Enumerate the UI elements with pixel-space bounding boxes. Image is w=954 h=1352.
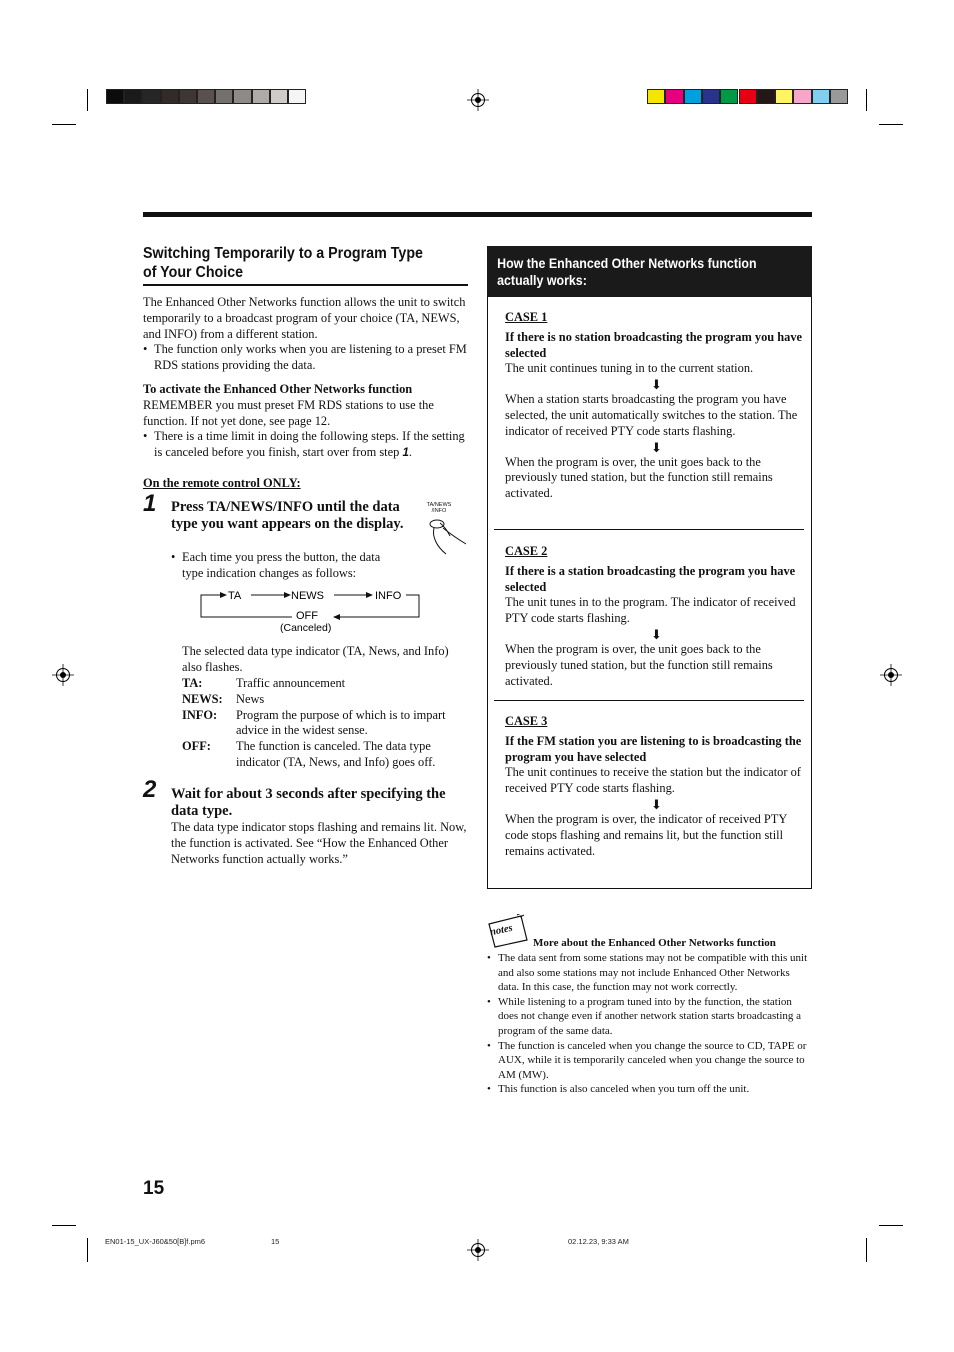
- case-3: [505, 714, 803, 859]
- button-label-line1: TA/NEWS: [426, 502, 452, 508]
- case-3-subtitle: If the FM station you are listening to is broadcasting the program you have selected: [505, 733, 802, 764]
- crop-mark: [52, 124, 76, 125]
- color-swatch: [288, 89, 306, 104]
- definition-row: [182, 739, 468, 771]
- activate-bullet-text: There is a time limit in doing the following steps. If the setting is canceled before you finish, start over from step: [154, 429, 465, 460]
- crop-mark: [87, 1238, 88, 1262]
- intro-block: [143, 295, 468, 462]
- case-divider: [494, 529, 804, 530]
- data-type-cycle-diagram: [196, 586, 426, 636]
- color-swatch: [720, 89, 738, 104]
- activate-text: REMEMBER you must preset FM RDS stations to use the function. If not yet done, see page 12.: [143, 397, 434, 428]
- definition-desc: The function is canceled. The data type indicator (TA, News, and Info) goes off.: [236, 739, 436, 769]
- color-swatch: [161, 89, 179, 104]
- case-2: [505, 544, 803, 689]
- case-2-text-2: When the program is over, the unit goes back to the previously tuned station, but the function still remains activated.: [505, 641, 773, 688]
- step-1-heading: Press TA/NEWS/INFO until the data type you want appears on the display.: [171, 499, 404, 532]
- case-1-text-2: When a station starts broadcasting the program you have selected, the unit automatically switches to the station. The indicator of received PTY code starts flashing.: [505, 392, 798, 438]
- crop-mark: [879, 1225, 903, 1226]
- color-swatch: [830, 89, 848, 104]
- activate-title: To activate the Enhanced Other Networks function: [143, 381, 413, 396]
- heading-rule: [143, 284, 468, 286]
- step-number-1: 1: [143, 490, 157, 517]
- section-heading: Switching Temporarily to a Program Type of Your Choice: [143, 245, 423, 281]
- crop-mark: [866, 1238, 867, 1262]
- notes-title: More about the Enhanced Other Networks function: [533, 937, 776, 949]
- ta-news-info-button-icon: [422, 502, 472, 560]
- how-it-works-title: How the Enhanced Other Networks function actually works:: [497, 256, 757, 288]
- step-reference: 1: [402, 447, 409, 460]
- footer-filename: EN01-15_UX-J60&50[B]f.pm6: [105, 1237, 206, 1246]
- case-1-subtitle: If there is no station broadcasting the program you have selected: [505, 329, 803, 360]
- down-arrow-icon: ⬇: [651, 626, 662, 642]
- registration-target-icon: [880, 664, 902, 686]
- crop-mark: [87, 89, 88, 111]
- cycle-ta: TA: [228, 590, 242, 602]
- color-swatch: [252, 89, 270, 104]
- color-swatch: [270, 89, 288, 104]
- step-2-text: The data type indicator stops flashing and remains lit. Now, the function is activated. See “How the Enhanced Other Networks function actually works.”: [171, 820, 467, 866]
- finger-press-icon: [422, 514, 472, 560]
- crop-mark: [879, 124, 903, 125]
- note-item: • This function is also canceled when you turn off the unit.: [487, 1082, 810, 1097]
- color-swatch: [684, 89, 702, 104]
- definition-desc: News: [236, 691, 265, 706]
- color-swatch: [775, 89, 793, 104]
- activate-bullet: • There is a time limit in doing the following steps. If the setting is canceled before you finish, start over from step 1.: [143, 429, 468, 462]
- note-item: • The function is canceled when you change the source to CD, TAPE or AUX, while it is temporarily canceled when you change the source to AM (MW).: [487, 1039, 810, 1083]
- cycle-off: OFF: [296, 610, 318, 622]
- color-swatch: [647, 89, 665, 104]
- case-3-title: CASE 3: [505, 714, 548, 728]
- cycle-info: INFO: [375, 590, 402, 602]
- down-arrow-icon: ⬇: [651, 377, 662, 393]
- case-2-subtitle: If there is a station broadcasting the program you have selected: [505, 563, 796, 594]
- color-swatch: [793, 89, 811, 104]
- remote-label: On the remote control ONLY:: [143, 476, 301, 490]
- indicator-text: The selected data type indicator (TA, News, and Info) also flashes.: [182, 644, 449, 674]
- cycle-canceled: (Canceled): [280, 622, 332, 634]
- definition-row: [182, 676, 468, 692]
- how-it-works-title-bar: [487, 246, 812, 297]
- case-3-text-2: When the program is over, the indicator of received PTY code stops flashing and remains lit, but the function still remains activated.: [505, 811, 787, 858]
- case-2-text-1: The unit tunes in to the program. The indicator of received PTY code starts flashing.: [505, 595, 796, 626]
- color-swatch: [197, 89, 215, 104]
- definition-term: TA:: [182, 676, 203, 690]
- definition-row: [182, 692, 468, 708]
- case-3-text-1: The unit continues to receive the station but the indicator of received PTY code starts flashing.: [505, 765, 801, 796]
- notes-list: [487, 951, 810, 1097]
- down-arrow-icon: ⬇: [651, 796, 662, 812]
- color-swatch: [142, 89, 160, 104]
- color-swatch: [757, 89, 775, 104]
- case-1-text-1: The unit continues tuning in to the current station.: [505, 361, 754, 376]
- page-number: 15: [143, 1178, 165, 1199]
- button-label-line2: /INFO: [431, 508, 447, 514]
- registration-target-icon: [52, 664, 74, 686]
- step-2-heading: Wait for about 3 seconds after specifying the data type.: [171, 786, 446, 819]
- registration-target-icon: [467, 89, 489, 111]
- step-1-bullet-text: • Each time you press the button, the data type indication changes as follows:: [171, 550, 401, 582]
- cycle-news: NEWS: [291, 590, 324, 602]
- color-swatch: [665, 89, 683, 104]
- down-arrow-icon: ⬇: [651, 439, 662, 455]
- color-swatch: [106, 89, 124, 104]
- footer-page: 15: [271, 1237, 280, 1246]
- case-1-text-3: When the program is over, the unit goes back to the previously tuned station, but the function still remains activated.: [505, 454, 773, 501]
- note-item: • The data sent from some stations may not be compatible with this unit and also some stations may not include Enhanced Other Networks data. In this case, the function may not work correctly.: [487, 951, 810, 995]
- notes-icon-label: notes: [489, 922, 514, 939]
- color-swatch: [702, 89, 720, 104]
- definitions-list: [182, 676, 468, 771]
- case-1: [505, 310, 803, 502]
- case-1-title: CASE 1: [505, 310, 548, 324]
- intro-text: The Enhanced Other Networks function allows the unit to switch temporarily to a broadcast program of your choice (TA, NEWS, and INFO) from a different station.: [143, 295, 466, 341]
- note-item: • While listening to a program tuned into by the function, the station does not change even if another network station starts broadcasting a program of the same data.: [487, 995, 810, 1039]
- footer-date: 02.12.23, 9:33 AM: [568, 1237, 629, 1246]
- case-divider: [494, 700, 804, 701]
- step-1-bullet: [171, 550, 401, 582]
- definition-term: NEWS:: [182, 691, 223, 706]
- top-rule: [143, 212, 812, 217]
- notes-icon: [487, 914, 529, 948]
- intro-bullet: • The function only works when you are listening to a preset FM RDS stations providing the data.: [143, 342, 468, 374]
- definition-term: OFF:: [182, 739, 211, 754]
- definition-row: [182, 708, 468, 740]
- color-swatch: [812, 89, 830, 104]
- color-swatch: [739, 89, 757, 104]
- crop-mark: [866, 89, 867, 111]
- registration-target-icon: [467, 1239, 489, 1261]
- color-swatch: [179, 89, 197, 104]
- case-2-title: CASE 2: [505, 544, 548, 558]
- color-swatch: [233, 89, 251, 104]
- definition-desc: Program the purpose of which is to impart advice in the widest sense.: [236, 707, 446, 738]
- step-number-2: 2: [143, 776, 157, 803]
- crop-mark: [52, 1225, 76, 1226]
- definition-term: INFO:: [182, 707, 218, 722]
- definition-desc: Traffic announcement: [236, 676, 346, 690]
- color-swatch: [215, 89, 233, 104]
- color-swatch: [124, 89, 142, 104]
